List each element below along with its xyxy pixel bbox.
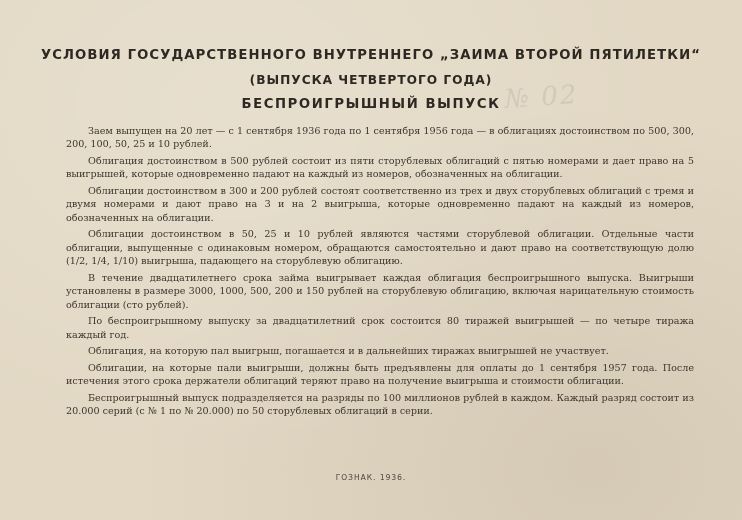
paragraph-winnings: В течение двадцатилетнего срока займа выигрывает каждая облигация беспроигрышного выпуска. Выигрыши установлены в размере 3000, 1000, 500, 200 и 150 рублей на сторублевую облигацию, включая нарицательную стоимость облигации (сто рублей). <box>66 272 694 311</box>
paragraph-draws: По беспроигрышному выпуску за двадцатилетний срок состоится 80 тиражей выигрышей — по четыре тиража каждый год. <box>66 316 694 341</box>
conditions-body <box>66 125 694 422</box>
issue-subtitle: (ВЫПУСКА ЧЕТВЕРТОГО ГОДА) <box>249 73 493 87</box>
paragraph-fractional: Облигации достоинством в 50, 25 и 10 рублей являются частями сторублевой облигации. Отдельные части облигации, выпущенные с одинаковым номером, обращаются самостоятельно и дают право на соответствующую долю (1/2, 1/4, 1/10) выигрыша, падающего на сторублевую облигацию. <box>66 229 694 268</box>
paragraph-categories: Беспроигрышный выпуск подразделяется на разряды по 100 миллионов рублей в каждом. Каждый разряд состоит из 20.000 серий (с № 1 по № 20.000) по 50 сторублевых облигаций в серии. <box>66 392 694 418</box>
printer-imprint: ГОЗНАК. 1936. <box>335 473 407 482</box>
paragraph-term: Заем выпущен на 20 лет — с 1 сентября 1936 года по 1 сентября 1956 года — в облигациях достоинством по 500, 300, 200, 100, 50, 25 и 10 рублей. <box>66 126 694 151</box>
paragraph-deadline: Облигации, на которые пали выигрыши, должны быть предъявлены для оплаты до 1 сентября 1957 года. После истечения этого срока держатели облигаций теряют право на получение выигрыша и стоимости облигации. <box>66 362 694 388</box>
paragraph-500-rub: Облигация достоинством в 500 рублей состоит из пяти сторублевых облигаций с пятью номерами и дает право на 5 выигрышей, которые одновременно падают на каждый из номеров, обозначенных на облигации. <box>66 156 694 181</box>
issue-heading: БЕСПРОИГРЫШНЫЙ ВЫПУСК <box>241 97 501 112</box>
paragraph-300-200-rub: Облигации достоинством в 300 и 200 рублей состоят соответственно из трех и двух сторублевых облигаций с тремя и двумя номерами и дают право на 3 и на 2 выигрыша, которые одновременно падают на каждый из номеров, обозначенных на облигации. <box>66 186 694 224</box>
faded-serial-watermark: № 02 <box>503 79 580 115</box>
conditions-title: УСЛОВИЯ ГОСУДАРСТВЕННОГО ВНУТРЕННЕГО „ЗАИМА ВТОРОЙ ПЯТИЛЕТКИ“ <box>40 48 702 63</box>
paragraph-redemption: Облигация, на которую пал выигрыш, погашается и в дальнейших тиражах выигрышей не участвует. <box>88 346 609 358</box>
